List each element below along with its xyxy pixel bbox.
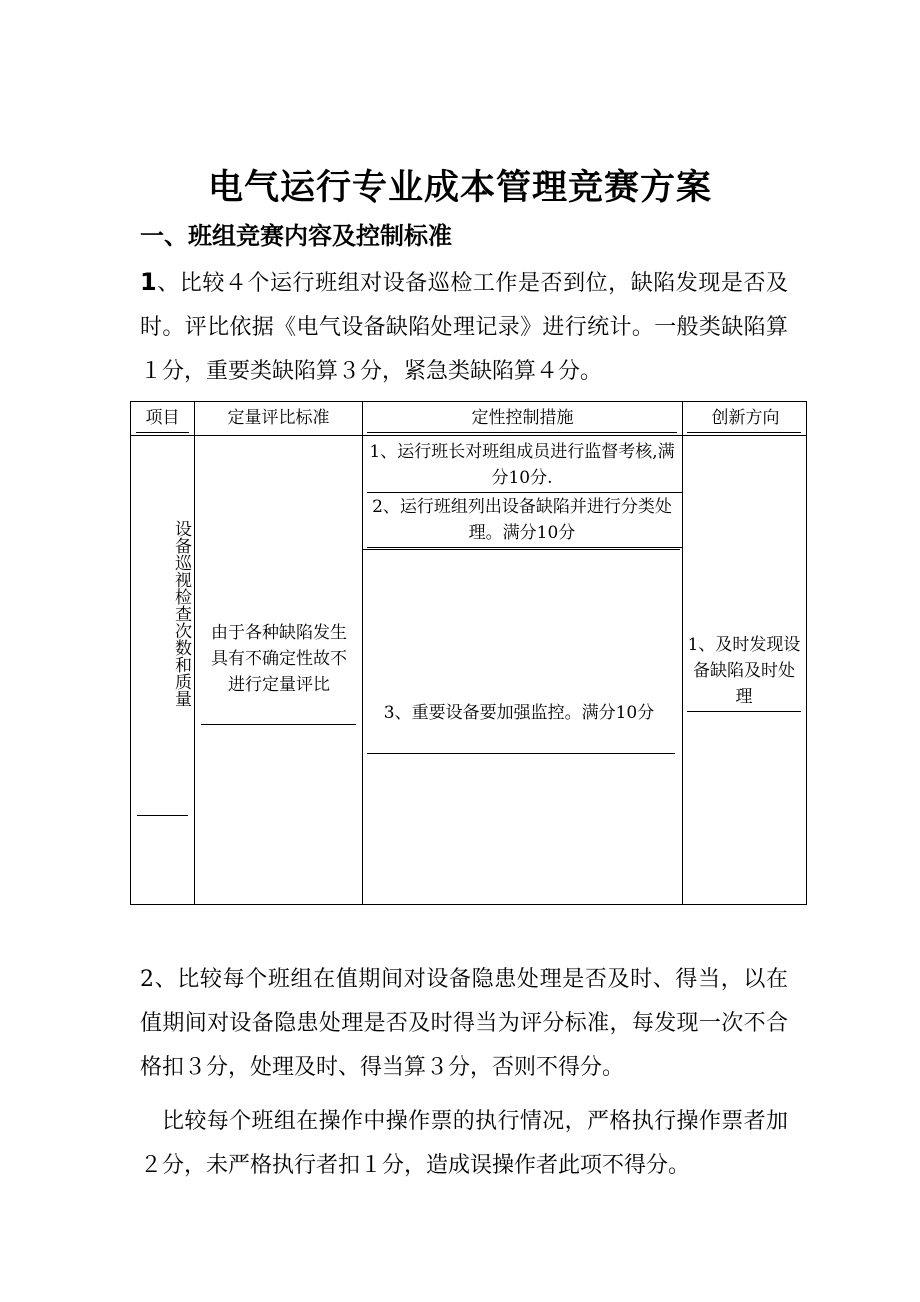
item-2-paragraph: 2、比较每个班组在值期间对设备隐患处理是否及时、得当，以在值期间对设备隐患处理是否及时得当为评分标准，每发现一次不合格扣３分，处理及时、得当算３分，否则不得分。 bbox=[140, 967, 788, 1080]
section-heading: 一、班组竞赛内容及控制标准 bbox=[140, 222, 452, 250]
item-1-text: 、比较４个运行班组对设备巡检工作是否到位，缺陷发现是否及时。评比依据《电气设备缺陷处理记录》进行统计。一般类缺陷算１分，重要类缺陷算３分，紧急类缺陷算４分。 bbox=[140, 271, 788, 384]
document-title: 电气运行专业成本管理竞赛方案 bbox=[207, 168, 712, 208]
header-quantitative: 定量评比标准 bbox=[227, 408, 330, 428]
item-1-paragraph bbox=[140, 260, 788, 394]
header-item: 项目 bbox=[145, 408, 180, 428]
cell-measure-3: 3、重要设备要加强监控。满分10分 bbox=[383, 703, 655, 723]
cell-item: 设备巡视检查次数和质量 bbox=[171, 520, 191, 707]
item-1-number: 1 bbox=[140, 268, 157, 296]
header-qualitative: 定性控制措施 bbox=[471, 408, 574, 428]
header-innovation: 创新方向 bbox=[711, 408, 780, 428]
cell-measure-1: 1、运行班长对班组成员进行监督考核,满分10分. bbox=[369, 442, 675, 488]
item-3-paragraph: 比较每个班组在操作中操作票的执行情况，严格执行操作票者加２分，未严格执行者扣１分，造成误操作者此项不得分。 bbox=[140, 1109, 788, 1178]
standards-table bbox=[130, 401, 807, 905]
cell-innovation: 1、及时发现设备缺陷及时处理 bbox=[687, 635, 801, 707]
cell-quantitative: 由于各种缺陷发生具有不确定性故不进行定量评比 bbox=[211, 623, 347, 695]
cell-measure-2: 2、运行班组列出设备缺陷并进行分类处理。满分10分 bbox=[372, 497, 672, 543]
